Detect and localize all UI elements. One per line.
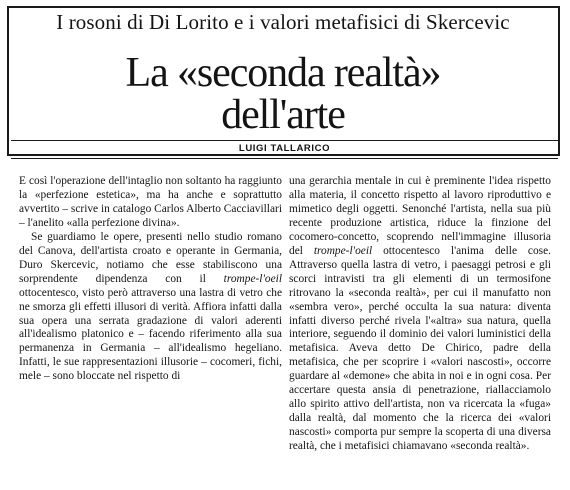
paragraph: E così l'operazione dell'intaglio non soltanto ha raggiunto la «perfezione estetica», ma ha anche e soprattutto avvertito – scrive in catalogo Carlos Alberto Cacciavillari – l'anelito «alla perfezione divina». xyxy=(19,175,282,229)
kicker: I rosoni di Di Lorito e i valori metafisici di Skercevic xyxy=(56,10,510,34)
byline-rule-bottom xyxy=(11,158,558,159)
body-column-2 xyxy=(289,175,551,454)
byline-rule-top xyxy=(11,140,558,141)
paragraph: Se guardiamo le opere, presenti nello studio romano del Canova, dell'artista croato e operante in Germania, Duro Skercevic, notiamo che esse stabiliscono una sorprendente dipendenza con il trompe-l'oeil ottocentesco, visto però attraverso una lastra di vetro che ne smorza gli effetti illusori di verità. Affiora infatti dalla sua opera una serrata gradazione di valori aderenti all'idealismo platonico e – facendo riferimento alla sua permanenza in Germania – all'idealismo hegeliano. Infatti, le sue rappresentazioni illusorie – cocomeri, fichi, mele – sono bloccate nel rispetto di xyxy=(19,230,282,383)
byline: LUIGI TALLARICO xyxy=(238,143,331,154)
body-column-1 xyxy=(19,175,282,384)
headline-line-1: La «seconda realtà» xyxy=(125,50,441,96)
headline-line-2: dell'arte xyxy=(221,92,345,138)
paragraph: una gerarchia mentale in cui è preminente l'idea rispetto alla materia, il concetto rispetto al lavoro riproduttivo e mimetico degli oggetti. Senonché l'artista, nella sua più recente produzione artistica, riduce la finzione del cocomero-concetto, scoprendo nell'immagine illusoria del trompe-l'oeil ottocentesco l'anima delle cose. Attraverso quella lastra di vetro, i paesaggi petrosi e gli scorci intravisti tra gli elementi di un termosifone ritrovano la «seconda realtà», per cui il manufatto non «sembra vero», perché occulta la sua natura: diventa infatti diverso perché rivela l'«altra» sua natura, quella interiore, seguendo il dominio dei valori luministici della metafisica. Aveva detto De Chirico, padre della metafisica, che per scoprire i «valori nascosti», occorre guardare al «demone» che abita in noi e in ogni cosa. Per accertare questa ansia di penetrazione, riallacciamolo allo spirito attivo dell'artista, non va ricercata la «fuga» dalla realtà, dal momento che la ricerca dei «valori nascosti» comporta pur sempre la scoperta di una diversa realtà, che i metafisici chiamavano «seconda realtà». xyxy=(289,175,551,453)
